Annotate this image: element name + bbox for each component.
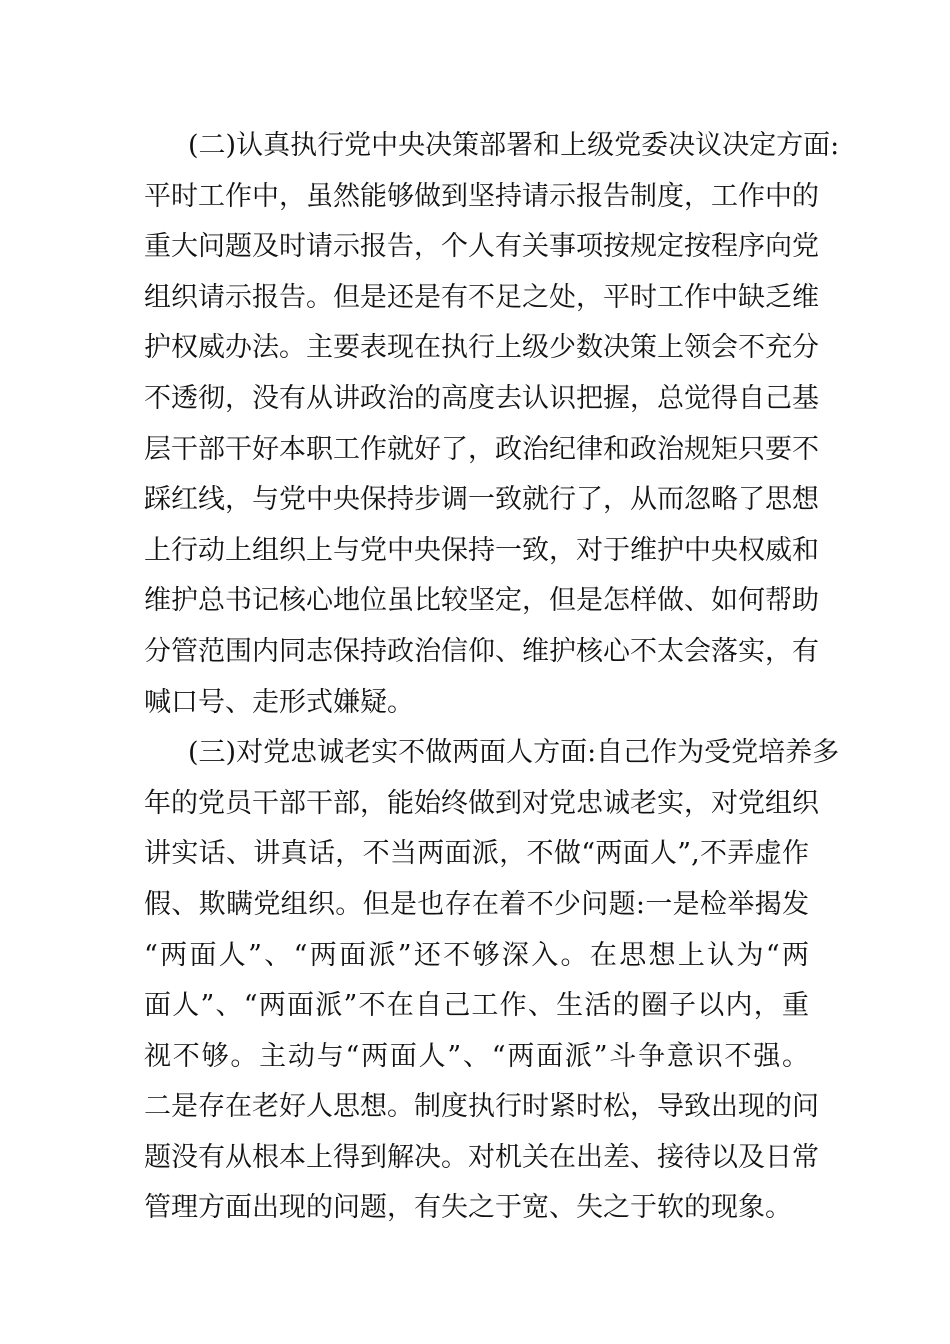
text-line: 平时工作中，虽然能够做到坚持请示报告制度，工作中的 — [144, 180, 819, 212]
text-line: 重大问题及时请示报告，个人有关事项按规定按程序向党 — [144, 231, 819, 263]
text-line: 题没有从根本上得到解决。对机关在出差、接待以及日常 — [144, 1141, 819, 1173]
text-line: 维护总书记核心地位虽比较坚定，但是怎样做、如何帮助 — [144, 585, 819, 617]
text-line: 讲实话、讲真话，不当两面派，不做“两面人”,不弄虚作 — [144, 838, 809, 870]
text-line: 上行动上组织上与党中央保持一致，对于维护中央权威和 — [144, 534, 819, 566]
text-line: 喊口号、走形式嫌疑。 — [144, 686, 414, 718]
paragraph-section-three — [144, 728, 840, 1234]
text-line: “两面人”、“两面派”还不够深入。在思想上认为“两 — [144, 939, 809, 971]
text-line: 面人”、“两面派”不在自己工作、生活的圈子以内，重 — [144, 990, 809, 1022]
paragraph-section-two — [144, 121, 840, 728]
text-line: (三)对党忠诚老实不做两面人方面:自己作为受党培养多 — [188, 737, 840, 769]
text-line: (二)认真执行党中央决策部署和上级党委决议决定方面: — [188, 130, 840, 161]
text-line: 护权威办法。主要表现在执行上级少数决策上领会不充分 — [144, 332, 819, 364]
text-line: 组织请示报告。但是还是有不足之处，平时工作中缺乏维 — [144, 281, 819, 313]
text-line: 不透彻，没有从讲政治的高度去认识把握，总觉得自己基 — [144, 382, 819, 414]
text-line: 管理方面出现的问题，有失之于宽、失之于软的现象。 — [144, 1192, 792, 1224]
text-line: 年的党员干部干部，能始终做到对党忠诚老实，对党组织 — [144, 787, 819, 819]
document-body — [144, 121, 840, 1234]
text-line: 踩红线，与党中央保持步调一致就行了，从而忽略了思想 — [144, 484, 819, 516]
text-line: 分管范围内同志保持政治信仰、维护核心不太会落实，有 — [144, 635, 819, 667]
text-line: 二是存在老好人思想。制度执行时紧时松，导致出现的问 — [144, 1091, 819, 1123]
text-line: 层干部干好本职工作就好了，政治纪律和政治规矩只要不 — [144, 433, 819, 465]
text-line: 视不够。主动与“两面人”、“两面派”斗争意识不强。 — [144, 1040, 809, 1072]
text-line: 假、欺瞒党组织。但是也存在着不少问题:一是检举揭发 — [144, 888, 809, 920]
